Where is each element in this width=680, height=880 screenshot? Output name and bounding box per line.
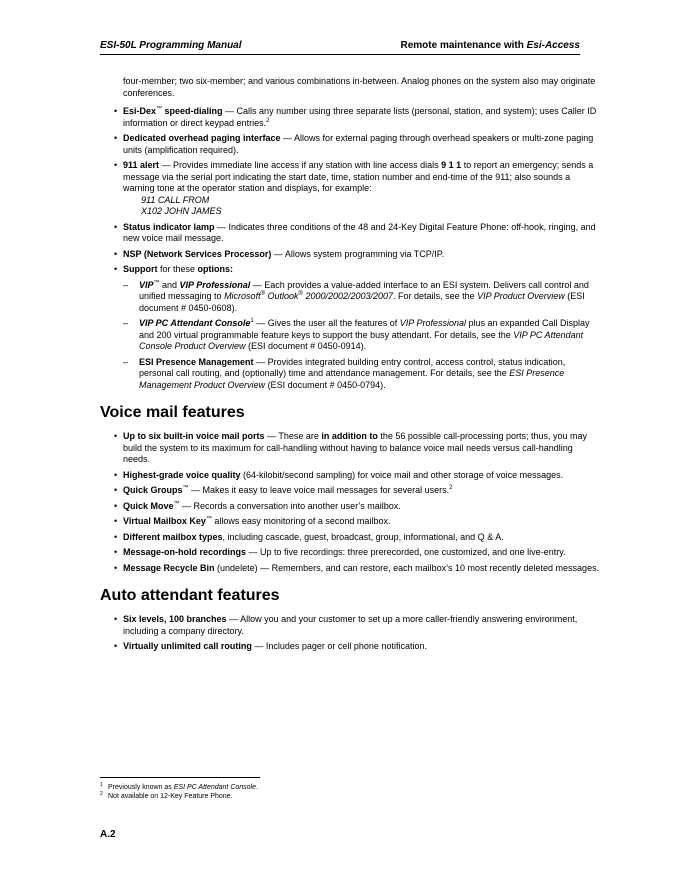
voice-mail-list <box>100 431 600 574</box>
list-item-attendant-console: – VIP PC Attendant Console$^1$ — Gives the user all the features of VIP Professional plus an expanded Call Display and 200 virtual programmable feature keys to support the busy attendant. For details, see the VIP PC Attendant Console Product Overview (ESI document # 0450-0914). <box>123 318 600 353</box>
list-item-presence: – ESI Presence Management — Provides integrated building entry control, access control, status indication, personal call routing, and (optionally) time and attendance management. For details, see the ESI Presence Management Product Overview (ESI document # 0450-0794). <box>123 357 600 392</box>
intro-continuation: four-member; two six-member; and various combinations in-between. Analog phones on the system also may originate conferences. <box>123 76 596 98</box>
options-list <box>123 280 600 392</box>
list-item-recycle-bin: • Message Recycle Bin (undelete) — Remembers, and can restore, each mailbox’s 10 most recently deleted messages. <box>100 563 600 575</box>
list-item-esidex: • Esi-Dex™ speed-dialing — Calls any number using three separate lists (personal, station, and system); uses Caller ID information or direct keypad entries.$^2$ <box>100 106 600 129</box>
list-item-six-levels: • Six levels, 100 branches — Allow you and your customer to set up a more caller-friendly answering environment, including a company directory. <box>100 614 600 637</box>
footnote-ref: 1 <box>250 318 254 324</box>
page-number: A.2 <box>100 829 116 840</box>
list-item-vm-ports: • Up to six built-in voice mail ports — These are in addition to the 56 possible call-processing ports; thus, you may build the system to its maximum for call-handling without having to balance voice mail needs versus call-handling needs. <box>100 431 600 466</box>
header-manual-title: ESI-50L Programming Manual <box>100 40 242 51</box>
list-item-status-lamp: • Status indicator lamp — Indicates three conditions of the 48 and 24-Key Digital Feature Phone: off-hook, ringing, and new voice mail message. <box>100 222 600 245</box>
list-item-quick-move: • Quick Move™ — Records a conversation into another user’s mailbox. <box>100 501 600 513</box>
list-item-support: • Support for these options: – VIP™ and VIP Professional — Each provides a value-added interface to an ESI system. Delivers call control and unified messaging to Microsoft® Outlook® 2000/2002/2003/2007. For details, see the VIP Product Overview (ESI document # 0450-0608). – VIP PC Attendant Console$^1$ — Gives the user all the features of VIP Professional plus an expanded Call Display and 200 virtual programmable feature keys to support the busy attendant. For details, see the VIP PC Attendant Console Product Overview (ESI document # 0450-0914). – ESI Presence Management — Provides integrated building entry control, access control, status indication, personal call routing, and (optionally) time and attendance management. For details, see the ESI Presence Management Product Overview (ESI document # 0450-0794). <box>100 264 600 391</box>
feature-list <box>100 106 600 391</box>
footnote-1: 1 Previously known as ESI PC Attendant Console. <box>100 782 258 791</box>
list-item-paging: • Dedicated overhead paging interface — Allows for external paging through overhead speakers or multi-zone paging units (amplification required). <box>100 133 600 156</box>
list-item-911-alert: • 911 alert — Provides immediate line access if any station with line access dials 9 1 1 to report an emergency; sends a message via the serial port indicating the start date, time, station number and end-time of the 911; also sounds a warning tone at the operator station and displays, for example: 911 CALL FROM X102 JOHN JAMES <box>100 160 600 218</box>
footnote-ref: 2 <box>266 117 270 124</box>
footnotes <box>100 777 260 801</box>
list-item-virtual-mailbox: • Virtual Mailbox Key™ allows easy monitoring of a second mailbox. <box>100 516 600 528</box>
example-line-2: X102 JOHN JAMES <box>141 206 222 216</box>
auto-attendant-list <box>100 614 600 653</box>
list-item-voice-quality: • Highest-grade voice quality (64-kilobit/second sampling) for voice mail and other storage of voice messages. <box>100 470 600 482</box>
list-item-call-routing: • Virtually unlimited call routing — Includes pager or cell phone notification. <box>100 641 600 653</box>
list-item-mailbox-types: • Different mailbox types, including cascade, guest, broadcast, group, informational, and Q & A. <box>100 532 600 544</box>
heading-voice-mail: Voice mail features <box>100 404 245 421</box>
heading-auto-attendant: Auto attendant features <box>100 587 280 604</box>
list-item-nsp: • NSP (Network Services Processor) — Allows system programming via TCP/IP. <box>100 249 600 261</box>
footnote-2: 2 Not available on 12-Key Feature Phone. <box>100 791 233 800</box>
list-item-message-on-hold: • Message-on-hold recordings — Up to five recordings: three prerecorded, one customized, and one live-entry. <box>100 547 600 559</box>
footnote-ref: 2 <box>449 485 453 491</box>
list-item-quick-groups: • Quick Groups™ — Makes it easy to leave voice mail messages for several users.$^2$ <box>100 485 600 497</box>
header-section-title: Remote maintenance with Esi-Access <box>400 40 580 51</box>
page-body <box>100 76 600 657</box>
list-item-vip: – VIP™ and VIP Professional — Each provides a value-added interface to an ESI system. Delivers call control and unified messaging to Microsoft® Outlook® 2000/2002/2003/2007. For details, see the VIP Product Overview (ESI document # 0450-0608). <box>123 280 600 315</box>
example-line-1: 911 CALL FROM <box>141 194 210 205</box>
page-header <box>100 38 580 55</box>
